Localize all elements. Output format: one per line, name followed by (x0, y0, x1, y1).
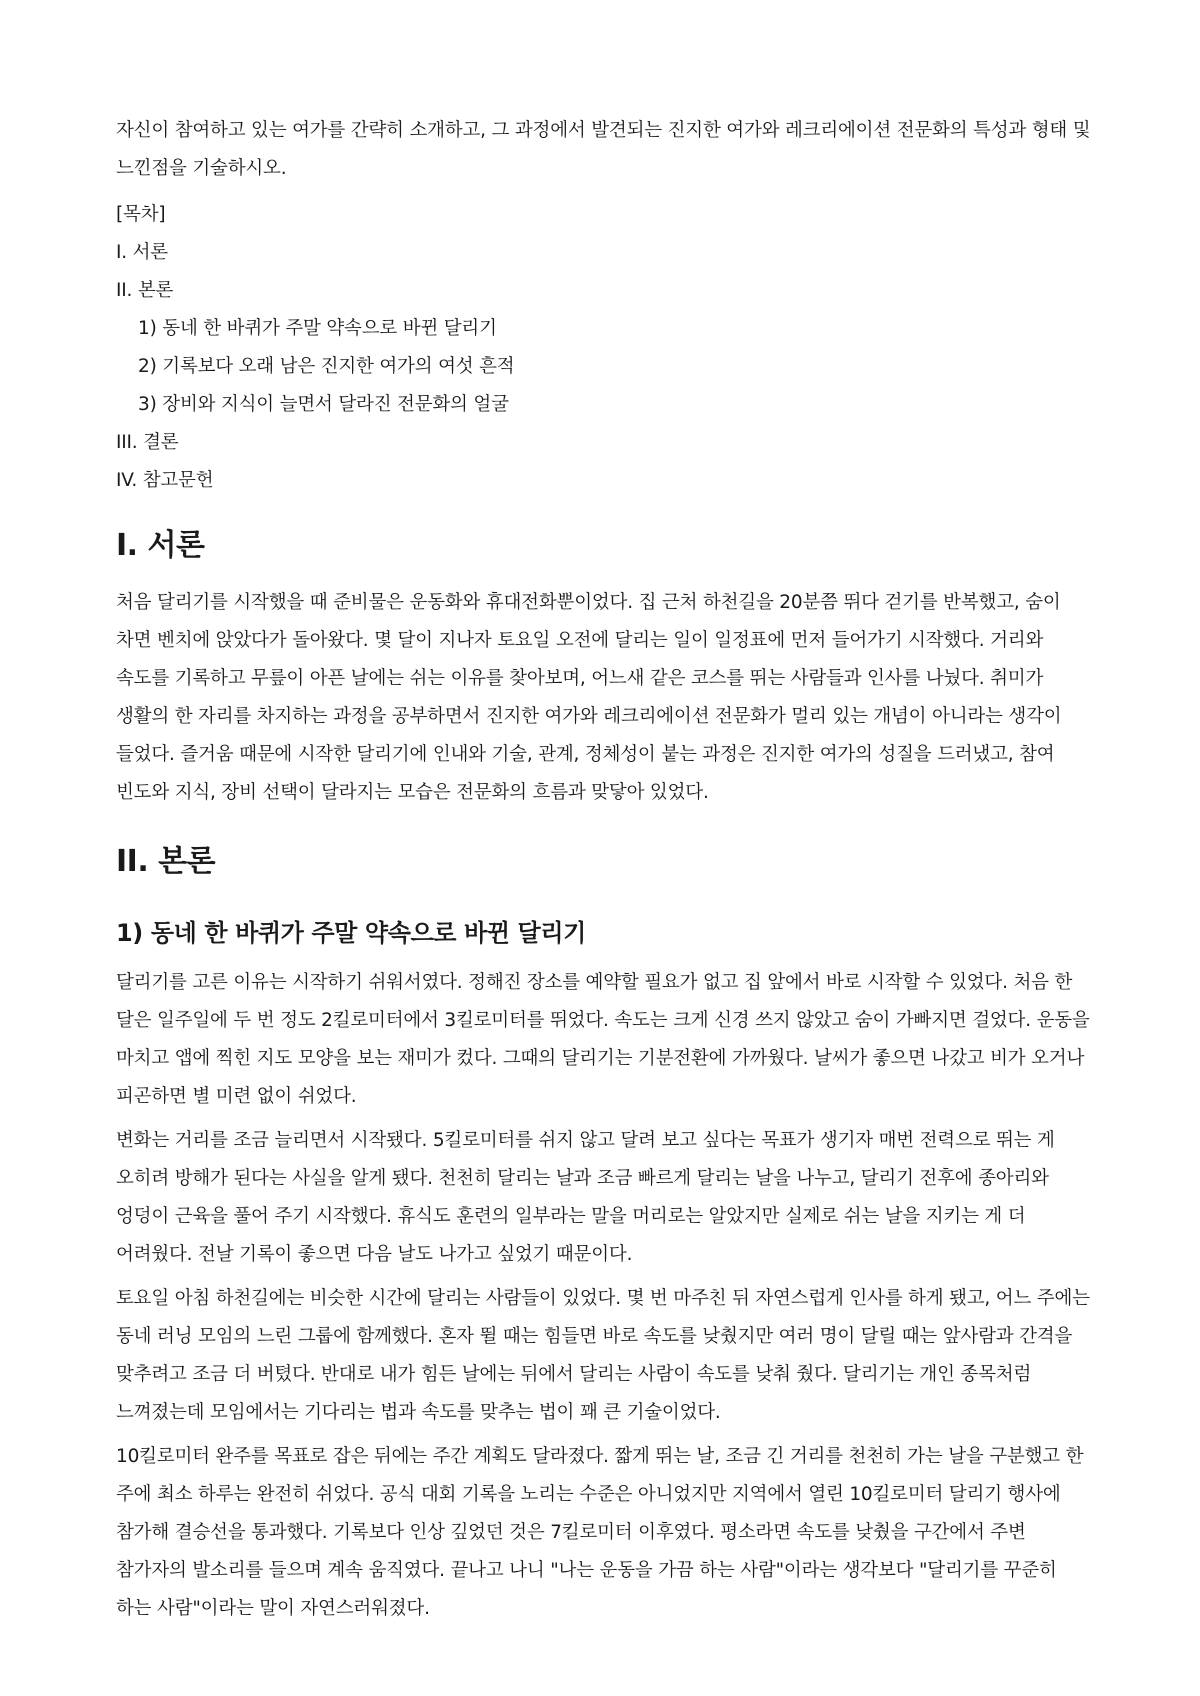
toc-item: I. 서론 (116, 242, 168, 263)
toc-item: III. 결론 (116, 432, 179, 453)
body-paragraph: 처음 달리기를 시작했을 때 준비물은 운동화와 휴대전화뿐이었다. 집 근처 하천길을 20분쯤 뛰다 걷기를 반복했고, 숨이 차면 벤치에 앉았다가 돌아왔다. 몇 달이 지나자 토요일 오전에 달리는 일이 일정표에 먼저 들어가기 시작했다. 거리와 속도를 기록하고 무릎이 아픈 날에는 쉬는 이유를 찾아보며, 어느새 같은 코스를 뛰는 사람들과 인사를 나눴다. 취미가 생활의 한 자리를 차지하는 과정을 공부하면서 진지한 여가와 레크리에이션 전문화가 멀리 있는 개념이 아니라는 생각이 들었다. 즐거움 때문에 시작한 달리기에 인내와 기술, 관계, 정체성이 붙는 과정은 진지한 여가의 성질을 드러냈고, 참여 빈도와 지식, 장비 선택이 달라지는 모습은 전문화의 흐름과 맞닿아 있었다. (116, 592, 1062, 803)
body-paragraph: 달리기를 고른 이유는 시작하기 쉬워서였다. 정해진 장소를 예약할 필요가 없고 집 앞에서 바로 시작할 수 있었다. 처음 한 달은 일주일에 두 번 정도 2킬로미터에서 3킬로미터를 뛰었다. 속도는 크게 신경 쓰지 않았고 숨이 가빠지면 걸었다. 운동을 마치고 앱에 찍힌 지도 모양을 보는 재미가 컸다. 그때의 달리기는 기분전환에 가까웠다. 날씨가 좋으면 나갔고 비가 오거나 피곤하면 별 미련 없이 쉬었다. (116, 972, 1090, 1107)
section-heading-introduction: I. 서론 (116, 528, 205, 563)
body-paragraph: 변화는 거리를 조금 늘리면서 시작됐다. 5킬로미터를 쉬지 않고 달려 보고 싶다는 목표가 생기자 매번 전력으로 뛰는 게 오히려 방해가 된다는 사실을 알게 됐다. 천천히 달리는 날과 조금 빠르게 달리는 날을 나누고, 달리기 전후에 종아리와 엉덩이 근육을 풀어 주기 시작했다. 휴식도 훈련의 일부라는 말을 머리로는 알았지만 실제로 쉬는 날을 지키는 게 더 어려웠다. 전날 기록이 좋으면 다음 날도 나가고 싶었기 때문이다. (116, 1130, 1055, 1265)
toc-subitem: 3) 장비와 지식이 늘면서 달라진 전문화의 얼굴 (138, 394, 509, 415)
subsection-heading: 1) 동네 한 바퀴가 주말 약속으로 바뀐 달리기 (116, 919, 586, 947)
toc-title: [목차] (116, 204, 166, 225)
table-of-contents (116, 196, 1094, 500)
section-heading-body: II. 본론 (116, 844, 216, 879)
toc-item: II. 본론 (116, 280, 174, 301)
document-page (116, 112, 1094, 1634)
toc-subitem: 1) 동네 한 바퀴가 주말 약속으로 바뀐 달리기 (138, 318, 497, 339)
toc-subitem: 2) 기록보다 오래 남은 진지한 여가의 여섯 흔적 (138, 356, 515, 377)
toc-item: IV. 참고문헌 (116, 470, 214, 491)
body-paragraph: 10킬로미터 완주를 목표로 잡은 뒤에는 주간 계획도 달라졌다. 짧게 뛰는 날, 조금 긴 거리를 천천히 가는 날을 구분했고 한 주에 최소 하루는 완전히 쉬었다. 공식 대회 기록을 노리는 수준은 아니었지만 지역에서 열린 10킬로미터 달리기 행사에 참가해 결승선을 통과했다. 기록보다 인상 깊었던 것은 7킬로미터 이후였다. 평소라면 속도를 낮췄을 구간에서 주변 참가자의 발소리를 들으며 계속 움직였다. 끝나고 나니 "나는 운동을 가끔 하는 사람"이라는 생각보다 "달리기를 꾸준히 하는 사람"이라는 말이 자연스러워졌다. (116, 1446, 1084, 1619)
body-paragraph: 토요일 아침 하천길에는 비슷한 시간에 달리는 사람들이 있었다. 몇 번 마주친 뒤 자연스럽게 인사를 하게 됐고, 어느 주에는 동네 러닝 모임의 느린 그룹에 함께했다. 혼자 뛸 때는 힘들면 바로 속도를 낮췄지만 여러 명이 달릴 때는 앞사람과 간격을 맞추려고 조금 더 버텼다. 반대로 내가 힘든 날에는 뒤에서 달리는 사람이 속도를 낮춰 줬다. 달리기는 개인 종목처럼 느껴졌는데 모임에서는 기다리는 법과 속도를 맞추는 법이 꽤 큰 기술이었다. (116, 1288, 1090, 1423)
assignment-prompt: 자신이 참여하고 있는 여가를 간략히 소개하고, 그 과정에서 발견되는 진지한 여가와 레크리에이션 전문화의 특성과 형태 및 느낀점을 기술하시오. (116, 120, 1091, 179)
